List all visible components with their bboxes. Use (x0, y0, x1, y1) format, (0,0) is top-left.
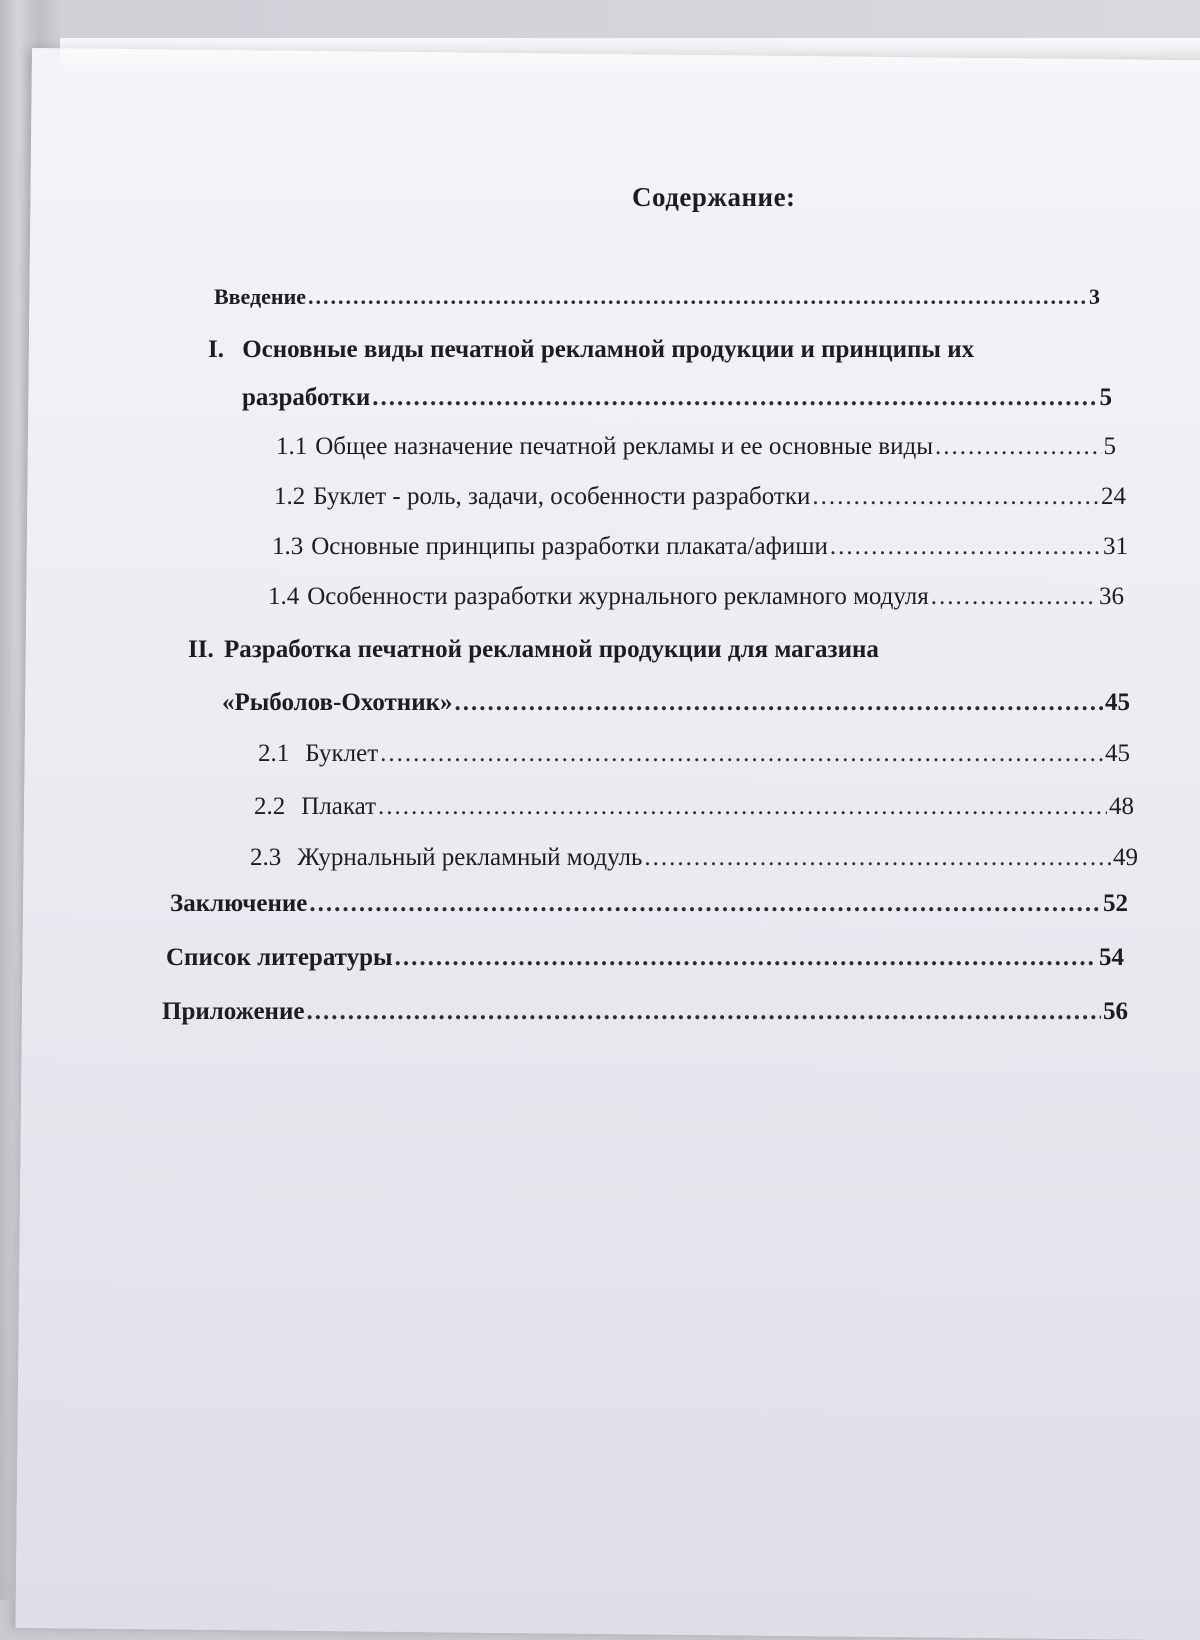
toc-entry-number: 1.4 (268, 583, 300, 610)
toc-entry-label: Буклет (305, 740, 379, 767)
toc-leader (372, 384, 1097, 412)
toc-leader (378, 793, 1107, 821)
toc-entry-page: 3 (1089, 284, 1100, 309)
toc-entry-label: Буклет - роль, задачи, особенности разработки (313, 483, 811, 510)
toc-leader (935, 433, 1102, 461)
toc-entry-label: Список литературы (166, 944, 393, 971)
toc-entry-label: Журнальный рекламный модуль (297, 844, 643, 871)
toc-entry-page: 56 (1103, 998, 1128, 1025)
toc-entry-chapter-1-line1 (208, 336, 974, 364)
toc-entry-1-1 (276, 433, 1116, 461)
toc-entry-number: II. (188, 636, 214, 663)
toc-entry-page: 52 (1103, 890, 1128, 917)
toc-entry-appendix (162, 998, 1128, 1026)
toc-entry-number: 2.3 (250, 844, 282, 871)
toc-entry-chapter-2-line1 (188, 636, 879, 664)
toc-entry-label: «Рыболов-Охотник» (222, 689, 453, 716)
toc-entry-label: Особенности разработки журнального рекламного модуля (307, 583, 929, 610)
toc-entry-number: I. (208, 336, 224, 363)
toc-entry-label: Разработка печатной рекламной продукции для магазина (223, 636, 879, 663)
toc-entry-page: 5 (1103, 433, 1116, 460)
page-title: Содержание: (632, 182, 796, 212)
toc-entry-2-1 (258, 740, 1130, 768)
toc-entry-label: Основные виды печатной рекламной продукции и принципы их (242, 336, 975, 363)
toc-entry-page: 54 (1099, 944, 1124, 971)
toc-leader (306, 998, 1101, 1026)
toc-leader (395, 944, 1097, 972)
toc-leader (309, 890, 1101, 918)
toc-entry-1-4 (268, 583, 1124, 611)
toc-entry-page: 45 (1105, 740, 1130, 767)
toc-entry-label: Плакат (301, 793, 377, 820)
toc-entry-page: 31 (1103, 533, 1128, 560)
toc-entry-page: 5 (1099, 384, 1112, 411)
toc-entry-references (166, 944, 1124, 972)
toc-leader (812, 483, 1099, 511)
toc-entry-page: 45 (1105, 689, 1130, 716)
toc-entry-2-3 (250, 844, 1138, 872)
toc-entry-page: 36 (1099, 583, 1124, 610)
toc-entry-2-2 (254, 793, 1134, 821)
toc-entry-number: 1.3 (272, 533, 304, 560)
toc-entry-page: 48 (1109, 793, 1134, 820)
toc-entry-label: Введение (214, 284, 307, 309)
toc-entry-chapter-2-line2 (222, 689, 1130, 717)
toc-entry-number: 2.1 (258, 740, 290, 767)
toc-entry-page: 49 (1113, 844, 1138, 871)
toc-leader (308, 284, 1087, 310)
toc-entry-number: 2.2 (254, 793, 286, 820)
toc-entry-label: Заключение (170, 890, 308, 917)
toc-entry-label: Приложение (162, 998, 305, 1025)
toc-entry-1-2 (274, 483, 1126, 511)
toc-leader (380, 740, 1103, 768)
toc-entry-introduction (214, 284, 1100, 310)
toc-entry-number: 1.2 (274, 483, 306, 510)
toc-entry-1-3 (272, 533, 1128, 561)
toc-leader (455, 689, 1103, 717)
toc-leader (931, 583, 1097, 611)
toc-leader (830, 533, 1101, 561)
toc-entry-conclusion (170, 890, 1128, 918)
toc-entry-chapter-1-line2 (242, 384, 1112, 412)
toc-entry-label: Основные принципы разработки плаката/афиши (311, 533, 828, 560)
toc-entry-label: Общее назначение печатной рекламы и ее основные виды (315, 433, 933, 460)
toc-entry-page: 24 (1101, 483, 1126, 510)
toc-leader (644, 844, 1111, 872)
toc-entry-number: 1.1 (276, 433, 308, 460)
toc-entry-label: разработки (242, 384, 371, 411)
